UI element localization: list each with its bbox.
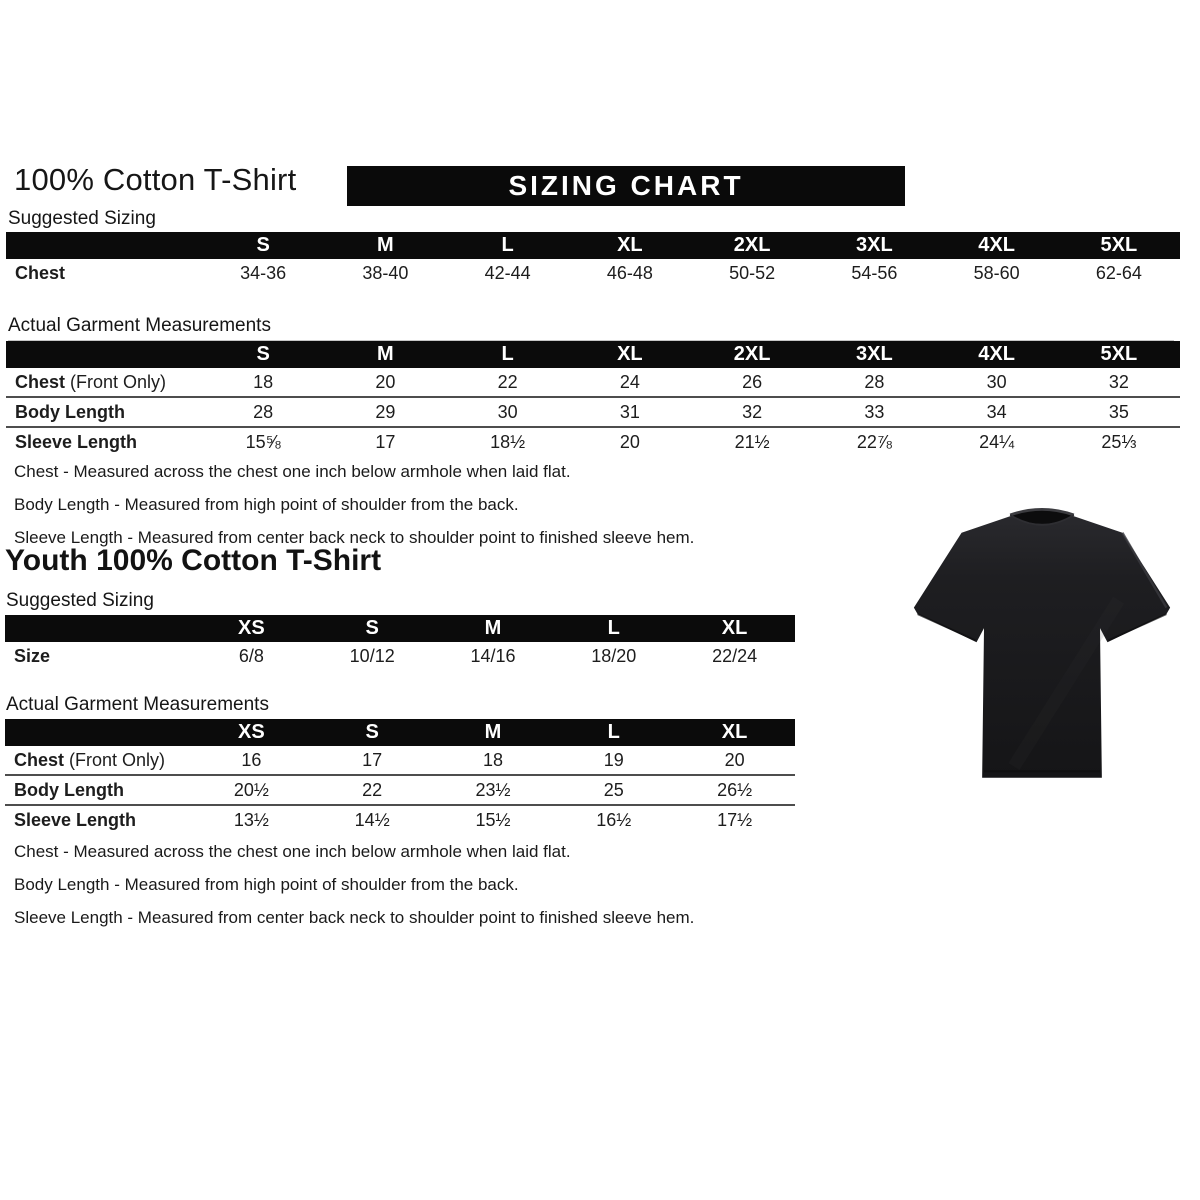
table-header-cell: 4XL (978, 343, 1015, 365)
table-header-cell: 3XL (856, 343, 893, 365)
value-cell: 15½ (475, 809, 511, 830)
table-header-cell: L (501, 234, 514, 256)
value-cell: 20 (619, 431, 640, 452)
value-cell: 26 (742, 371, 763, 392)
value-cell: 33 (864, 401, 885, 422)
value-cell: 31 (619, 401, 640, 422)
row-label-cell (6, 432, 202, 453)
value-cell: 62-64 (1095, 262, 1142, 283)
table-row (6, 368, 1180, 396)
value-cell: 19 (603, 749, 624, 770)
table-header-cell: L (501, 343, 514, 365)
value-cell: 15⅝ (245, 431, 281, 452)
value-cell: 23½ (475, 779, 511, 800)
row-label-suffix: (Front Only) (65, 371, 167, 392)
row-label-suffix: (Front Only) (64, 749, 166, 770)
value-cell: 30 (986, 371, 1007, 392)
value-cell: 30 (497, 401, 518, 422)
note-chest: Chest - Measured across the chest one inch below armhole when laid flat. (14, 842, 571, 861)
value-cell: 34-36 (240, 262, 287, 283)
youth-suggested-sizing-table (5, 615, 795, 670)
row-label-cell (5, 810, 191, 831)
value-cell: 18/20 (591, 645, 637, 666)
value-cell: 32 (1108, 371, 1129, 392)
table-header-cell: M (377, 343, 394, 365)
value-cell: 35 (1108, 401, 1129, 422)
table-header-cell: XS (238, 617, 265, 639)
adult-actual-measurements-label: Actual Garment Measurements (8, 315, 1174, 341)
row-label: Size (14, 645, 51, 666)
adult-suggested-sizing-label: Suggested Sizing (8, 208, 156, 229)
value-cell: 42-44 (484, 262, 531, 283)
value-cell: 29 (375, 401, 396, 422)
value-cell: 26½ (717, 779, 753, 800)
table-header-cell: XL (721, 617, 748, 639)
sizing-chart-banner: SIZING CHART (347, 166, 905, 206)
row-label: Sleeve Length (15, 431, 138, 452)
table-header-cell: 5XL (1100, 234, 1138, 256)
value-cell: 46-48 (606, 262, 653, 283)
row-label: Chest (15, 262, 66, 283)
value-cell: 24 (619, 371, 640, 392)
row-label-cell (6, 372, 202, 393)
table-header-cell: XL (617, 234, 643, 256)
adult-section-title: 100% Cotton T-Shirt (14, 162, 297, 197)
row-label: Body Length (14, 779, 124, 800)
table-row (5, 804, 795, 834)
table-header-cell: M (484, 617, 502, 639)
table-row (6, 426, 1180, 456)
note-chest: Chest - Measured across the chest one inch below armhole when laid flat. (14, 462, 571, 481)
note-body-length: Body Length - Measured from high point of shoulder from the back. (14, 875, 519, 894)
table-header-row (5, 719, 795, 746)
table-row (6, 259, 1180, 287)
note-body-length: Body Length - Measured from high point of shoulder from the back. (14, 495, 519, 514)
table-row (5, 642, 795, 670)
value-cell: 22 (497, 371, 518, 392)
table-header-cell: 2XL (733, 234, 771, 256)
value-cell: 18 (253, 371, 274, 392)
note-sleeve-length: Sleeve Length - Measured from center back neck to shoulder point to finished sleeve hem. (14, 528, 695, 547)
value-cell: 21½ (734, 431, 770, 452)
table-header-row (6, 232, 1180, 259)
value-cell: 18½ (490, 431, 526, 452)
value-cell: 54-56 (851, 262, 898, 283)
value-cell: 20½ (233, 779, 269, 800)
table-header-cell: XS (238, 721, 265, 743)
value-cell: 24¼ (979, 431, 1015, 452)
youth-actual-measurements-label: Actual Garment Measurements (6, 694, 790, 720)
table-row (5, 774, 795, 804)
adult-actual-measurements-table (6, 341, 1180, 456)
value-cell: 17 (362, 749, 383, 770)
value-cell: 58-60 (973, 262, 1020, 283)
value-cell: 20 (375, 371, 396, 392)
tshirt-photo (893, 486, 1191, 804)
table-header-cell: XL (721, 721, 748, 743)
value-cell: 17½ (717, 809, 753, 830)
table-row (5, 746, 795, 774)
table-header-row (6, 341, 1180, 368)
row-label: Chest (14, 749, 65, 770)
value-cell: 18 (482, 749, 503, 770)
value-cell: 28 (864, 371, 885, 392)
value-cell: 34 (986, 401, 1007, 422)
row-label-cell (6, 402, 202, 423)
table-header-cell: 2XL (733, 343, 771, 365)
row-label-cell (5, 646, 191, 667)
youth-actual-measurements-table (5, 719, 795, 834)
table-header-cell: L (607, 617, 620, 639)
table-header-cell: S (256, 234, 270, 256)
value-cell: 22 (362, 779, 383, 800)
table-header-cell: S (256, 343, 270, 365)
table-header-cell: L (607, 721, 620, 743)
table-header-cell: S (365, 721, 379, 743)
value-cell: 14½ (354, 809, 390, 830)
value-cell: 38-40 (362, 262, 409, 283)
black-tshirt-illustration (893, 486, 1191, 804)
row-label: Body Length (15, 401, 125, 422)
youth-suggested-sizing-label: Suggested Sizing (6, 590, 790, 616)
value-cell: 10/12 (349, 645, 395, 666)
value-cell: 16 (241, 749, 262, 770)
table-header-cell: 4XL (978, 234, 1015, 256)
row-label-cell (6, 263, 202, 284)
value-cell: 25⅓ (1101, 431, 1137, 452)
value-cell: 20 (724, 749, 745, 770)
row-label: Chest (15, 371, 66, 392)
table-row (6, 396, 1180, 426)
value-cell: 16½ (596, 809, 632, 830)
value-cell: 14/16 (470, 645, 516, 666)
youth-measurement-notes (14, 842, 694, 941)
table-header-row (5, 615, 795, 642)
table-header-cell: 3XL (856, 234, 893, 256)
note-sleeve-length: Sleeve Length - Measured from center back neck to shoulder point to finished sleeve hem. (14, 908, 695, 927)
value-cell: 22/24 (712, 645, 758, 666)
value-cell: 50-52 (729, 262, 776, 283)
value-cell: 32 (742, 401, 763, 422)
adult-suggested-sizing-table (6, 232, 1180, 287)
row-label-cell (5, 750, 191, 771)
value-cell: 22⅞ (856, 431, 892, 452)
value-cell: 13½ (233, 809, 269, 830)
value-cell: 28 (253, 401, 274, 422)
value-cell: 17 (375, 431, 396, 452)
table-header-cell: M (484, 721, 502, 743)
table-header-cell: M (377, 234, 394, 256)
value-cell: 25 (603, 779, 624, 800)
table-header-cell: XL (617, 343, 643, 365)
youth-section-title: Youth 100% Cotton T-Shirt (5, 544, 382, 577)
row-label: Sleeve Length (14, 809, 137, 830)
table-header-cell: 5XL (1100, 343, 1138, 365)
table-header-cell: S (365, 617, 379, 639)
value-cell: 6/8 (238, 645, 264, 666)
row-label-cell (5, 780, 191, 801)
